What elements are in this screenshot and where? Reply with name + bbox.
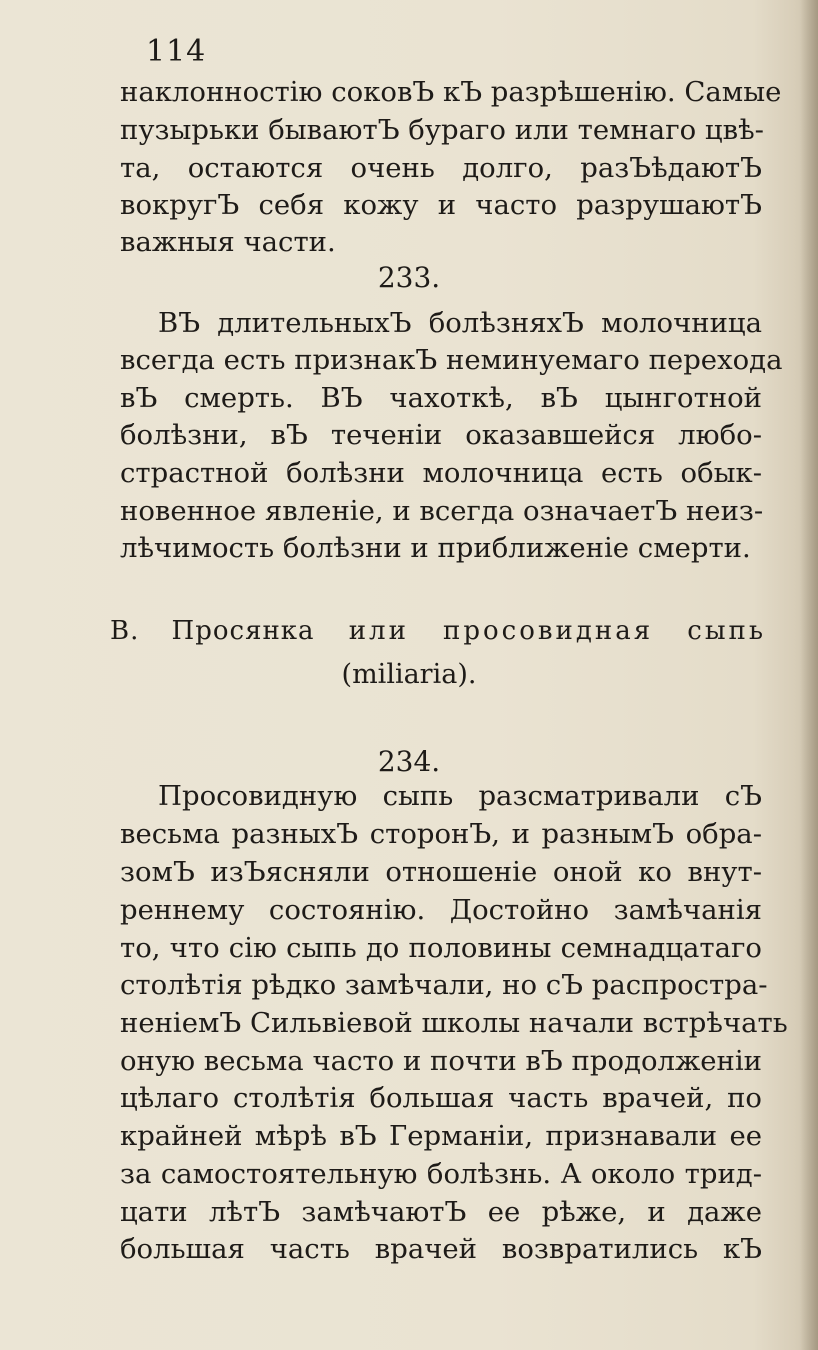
text-line: ВЪ длительныхЪ болѣзняхЪ молочница bbox=[158, 307, 762, 339]
text-line: неніемЪ Сильвіевой школы начали встрѣчать bbox=[120, 1007, 788, 1039]
section-heading-latin: (miliaria). bbox=[341, 659, 477, 690]
text-line: страстной болѣзни молочница есть обык- bbox=[120, 457, 762, 489]
text-line: зомЪ изЪясняли отношеніе оной ко внут- bbox=[120, 856, 762, 888]
text-line: Просовидную сыпь разсматривали сЪ bbox=[158, 780, 762, 812]
section-heading-rest: или просовидная сыпь bbox=[348, 616, 766, 646]
text-line: то, что сію сыпь до половины семнадцатаго bbox=[120, 932, 762, 964]
text-line: вЪ смерть. ВЪ чахоткѣ, вЪ цынготной bbox=[120, 382, 762, 414]
text-line: важныя части. bbox=[120, 226, 336, 258]
text-line: за самостоятельную болѣзнь. А около трид- bbox=[120, 1158, 762, 1190]
text-line: болѣзни, вЪ теченіи оказавшейся любо- bbox=[120, 419, 762, 451]
text-line: та, остаются очень долго, разЪѣдаютЪ bbox=[120, 152, 762, 184]
text-line: крайней мѣрѣ вЪ Германіи, признавали ее bbox=[120, 1120, 762, 1152]
text-line: вокругЪ себя кожу и часто разрушаютЪ bbox=[120, 189, 762, 221]
text-line: пузырьки бываютЪ бураго или темнаго цвѣ- bbox=[120, 114, 764, 146]
text-line: всегда есть признакЪ неминуемаго перехода bbox=[120, 344, 783, 376]
text-line: новенное явленіе, и всегда означаетЪ неиз- bbox=[120, 495, 764, 527]
text-line: оную весьма часто и почти вЪ продолженіи bbox=[120, 1045, 762, 1077]
section-number-234: 234. bbox=[377, 745, 441, 778]
text-line: весьма разныхЪ сторонЪ, и разнымЪ обра- bbox=[120, 818, 762, 850]
text-line: реннему состоянію. Достойно замѣчанія bbox=[120, 894, 762, 926]
text-line: лѣчимость болѣзни и приближеніе смерти. bbox=[120, 532, 751, 564]
text-line: наклонностію соковЪ кЪ разрѣшенію. Самые bbox=[120, 76, 782, 108]
section-heading-lead: В. Просянка bbox=[110, 616, 315, 646]
text-line: цѣлаго столѣтія большая часть врачей, по bbox=[120, 1082, 762, 1114]
section-number-233: 233. bbox=[377, 261, 441, 294]
text-line: большая часть врачей возвратились кЪ bbox=[120, 1233, 762, 1265]
page-number: 114 bbox=[146, 34, 207, 69]
text-line: столѣтія рѣдко замѣчали, но сЪ распростра- bbox=[120, 969, 768, 1001]
text-line: цати лѣтЪ замѣчаютЪ ее рѣже, и даже bbox=[120, 1196, 762, 1228]
section-heading bbox=[110, 611, 766, 651]
